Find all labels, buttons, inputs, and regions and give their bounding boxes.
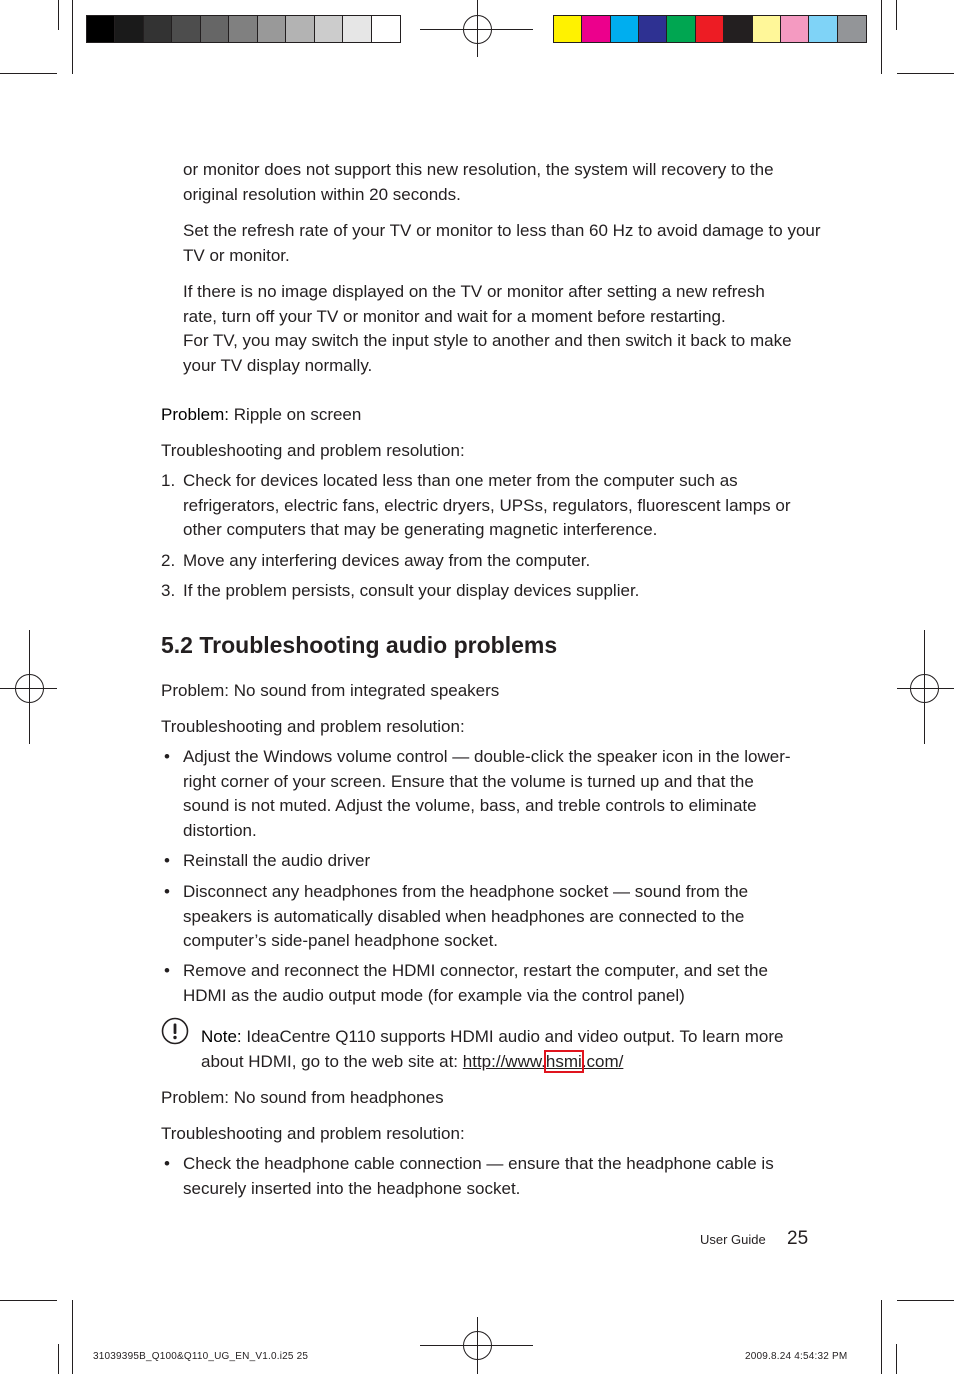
footer-guide-label: User Guide (700, 1232, 766, 1247)
list-item: Disconnect any headphones from the headphone socket — sound from the speakers is automatically disabled when headphones are connected to the computer’s side-panel headphone socket. (183, 882, 749, 950)
slug-left: 31039395B_Q100&Q110_UG_EN_V1.0.i25 25 (93, 1351, 309, 1362)
color-swatch (201, 16, 229, 42)
bullet: • (164, 1154, 170, 1173)
color-swatch (87, 16, 115, 42)
step-text: Check for devices located less than one meter from the computer such as refrigerators, electric fans, electric dryers, UPSs, regulators, fluorescent lamps or other computers that may be generating magnetic interference. (183, 471, 791, 539)
page-number: 25 (787, 1228, 809, 1249)
step-text: If the problem persists, consult your display devices supplier. (183, 581, 640, 600)
list-item: Check the headphone cable connection — ensure that the headphone cable is securely inserted into the headphone socket. (183, 1154, 774, 1198)
problem-no-sound-speakers (161, 679, 499, 704)
resolution-heading: Troubleshooting and problem resolution: (161, 1124, 465, 1143)
problem-label: Problem: (161, 405, 230, 424)
paragraph-resolution: or monitor does not support this new resolution, the system will recovery to the original resolution within 20 seconds. (183, 160, 774, 204)
problem-text: Ripple on screen (233, 405, 362, 424)
list-item: Adjust the Windows volume control — double-click the speaker icon in the lower-right corner of your screen. Ensure that the volume is turned up and that the sound is not muted. Adjust the volume, bass, and treble controls to eliminate distortion. (183, 747, 791, 840)
color-swatch (639, 16, 667, 42)
color-swatch (144, 16, 172, 42)
link-highlight: hsmi (545, 1051, 582, 1071)
problem-text: No sound from integrated speakers (233, 681, 500, 700)
color-swatch (809, 16, 837, 42)
note-text (201, 1025, 821, 1074)
problem-no-sound-headphones (161, 1086, 444, 1111)
color-swatch (554, 16, 582, 42)
color-swatch (781, 16, 809, 42)
list-item: Remove and reconnect the HDMI connector, restart the computer, and set the HDMI as the audio output mode (for example via the control panel) (183, 961, 768, 1005)
color-swatch (115, 16, 143, 42)
color-swatch (229, 16, 257, 42)
resolution-heading: Troubleshooting and problem resolution: (161, 441, 465, 460)
paragraph-tv-input: For TV, you may switch the input style to another and then switch it back to make your TV display normally. (183, 331, 792, 375)
list-item: Reinstall the audio driver (183, 851, 371, 870)
color-swatch (343, 16, 371, 42)
color-swatch (372, 16, 400, 42)
resolution-heading: Troubleshooting and problem resolution: (161, 717, 465, 736)
color-swatch (172, 16, 200, 42)
bullet: • (164, 961, 170, 980)
problem-label: Problem: (161, 681, 230, 700)
note-label: Note: (201, 1027, 242, 1046)
link-suffix: .com/ (581, 1051, 624, 1071)
color-swatch (258, 16, 286, 42)
bullet: • (164, 882, 170, 901)
paragraph-no-image: If there is no image displayed on the TV or monitor after setting a new refresh rate, turn off your TV or monitor and wait for a moment before restarting. (183, 282, 765, 326)
grayscale-bar (86, 15, 401, 43)
color-swatch (582, 16, 610, 42)
step-number: 2. (161, 551, 176, 570)
color-swatch (667, 16, 695, 42)
color-swatch (286, 16, 314, 42)
color-swatch (753, 16, 781, 42)
color-swatch (611, 16, 639, 42)
slug-right: 2009.8.24 4:54:32 PM (745, 1351, 848, 1362)
paragraph-refresh-rate: Set the refresh rate of your TV or monitor to less than 60 Hz to avoid damage to your TV or monitor. (183, 221, 821, 265)
exclamation-circle-icon (161, 1017, 189, 1045)
section-heading: 5.2 Troubleshooting audio problems (161, 632, 558, 658)
problem-label: Problem: (161, 1088, 230, 1107)
bullet: • (164, 851, 170, 870)
color-swatch (838, 16, 866, 42)
step-number: 1. (161, 471, 176, 490)
bullet: • (164, 747, 170, 766)
step-number: 3. (161, 581, 176, 600)
step-text: Move any interfering devices away from the computer. (183, 551, 591, 570)
link-prefix: http://www. (462, 1051, 546, 1071)
color-bar (553, 15, 867, 43)
color-swatch (315, 16, 343, 42)
color-swatch (696, 16, 724, 42)
hdmi-link[interactable] (463, 1052, 624, 1071)
problem-text: No sound from headphones (233, 1088, 444, 1107)
color-swatch (724, 16, 752, 42)
problem-ripple (161, 403, 361, 428)
note-body: IdeaCentre Q110 supports HDMI audio and video output. To learn more about HDMI, go to the web site at: (201, 1027, 784, 1071)
